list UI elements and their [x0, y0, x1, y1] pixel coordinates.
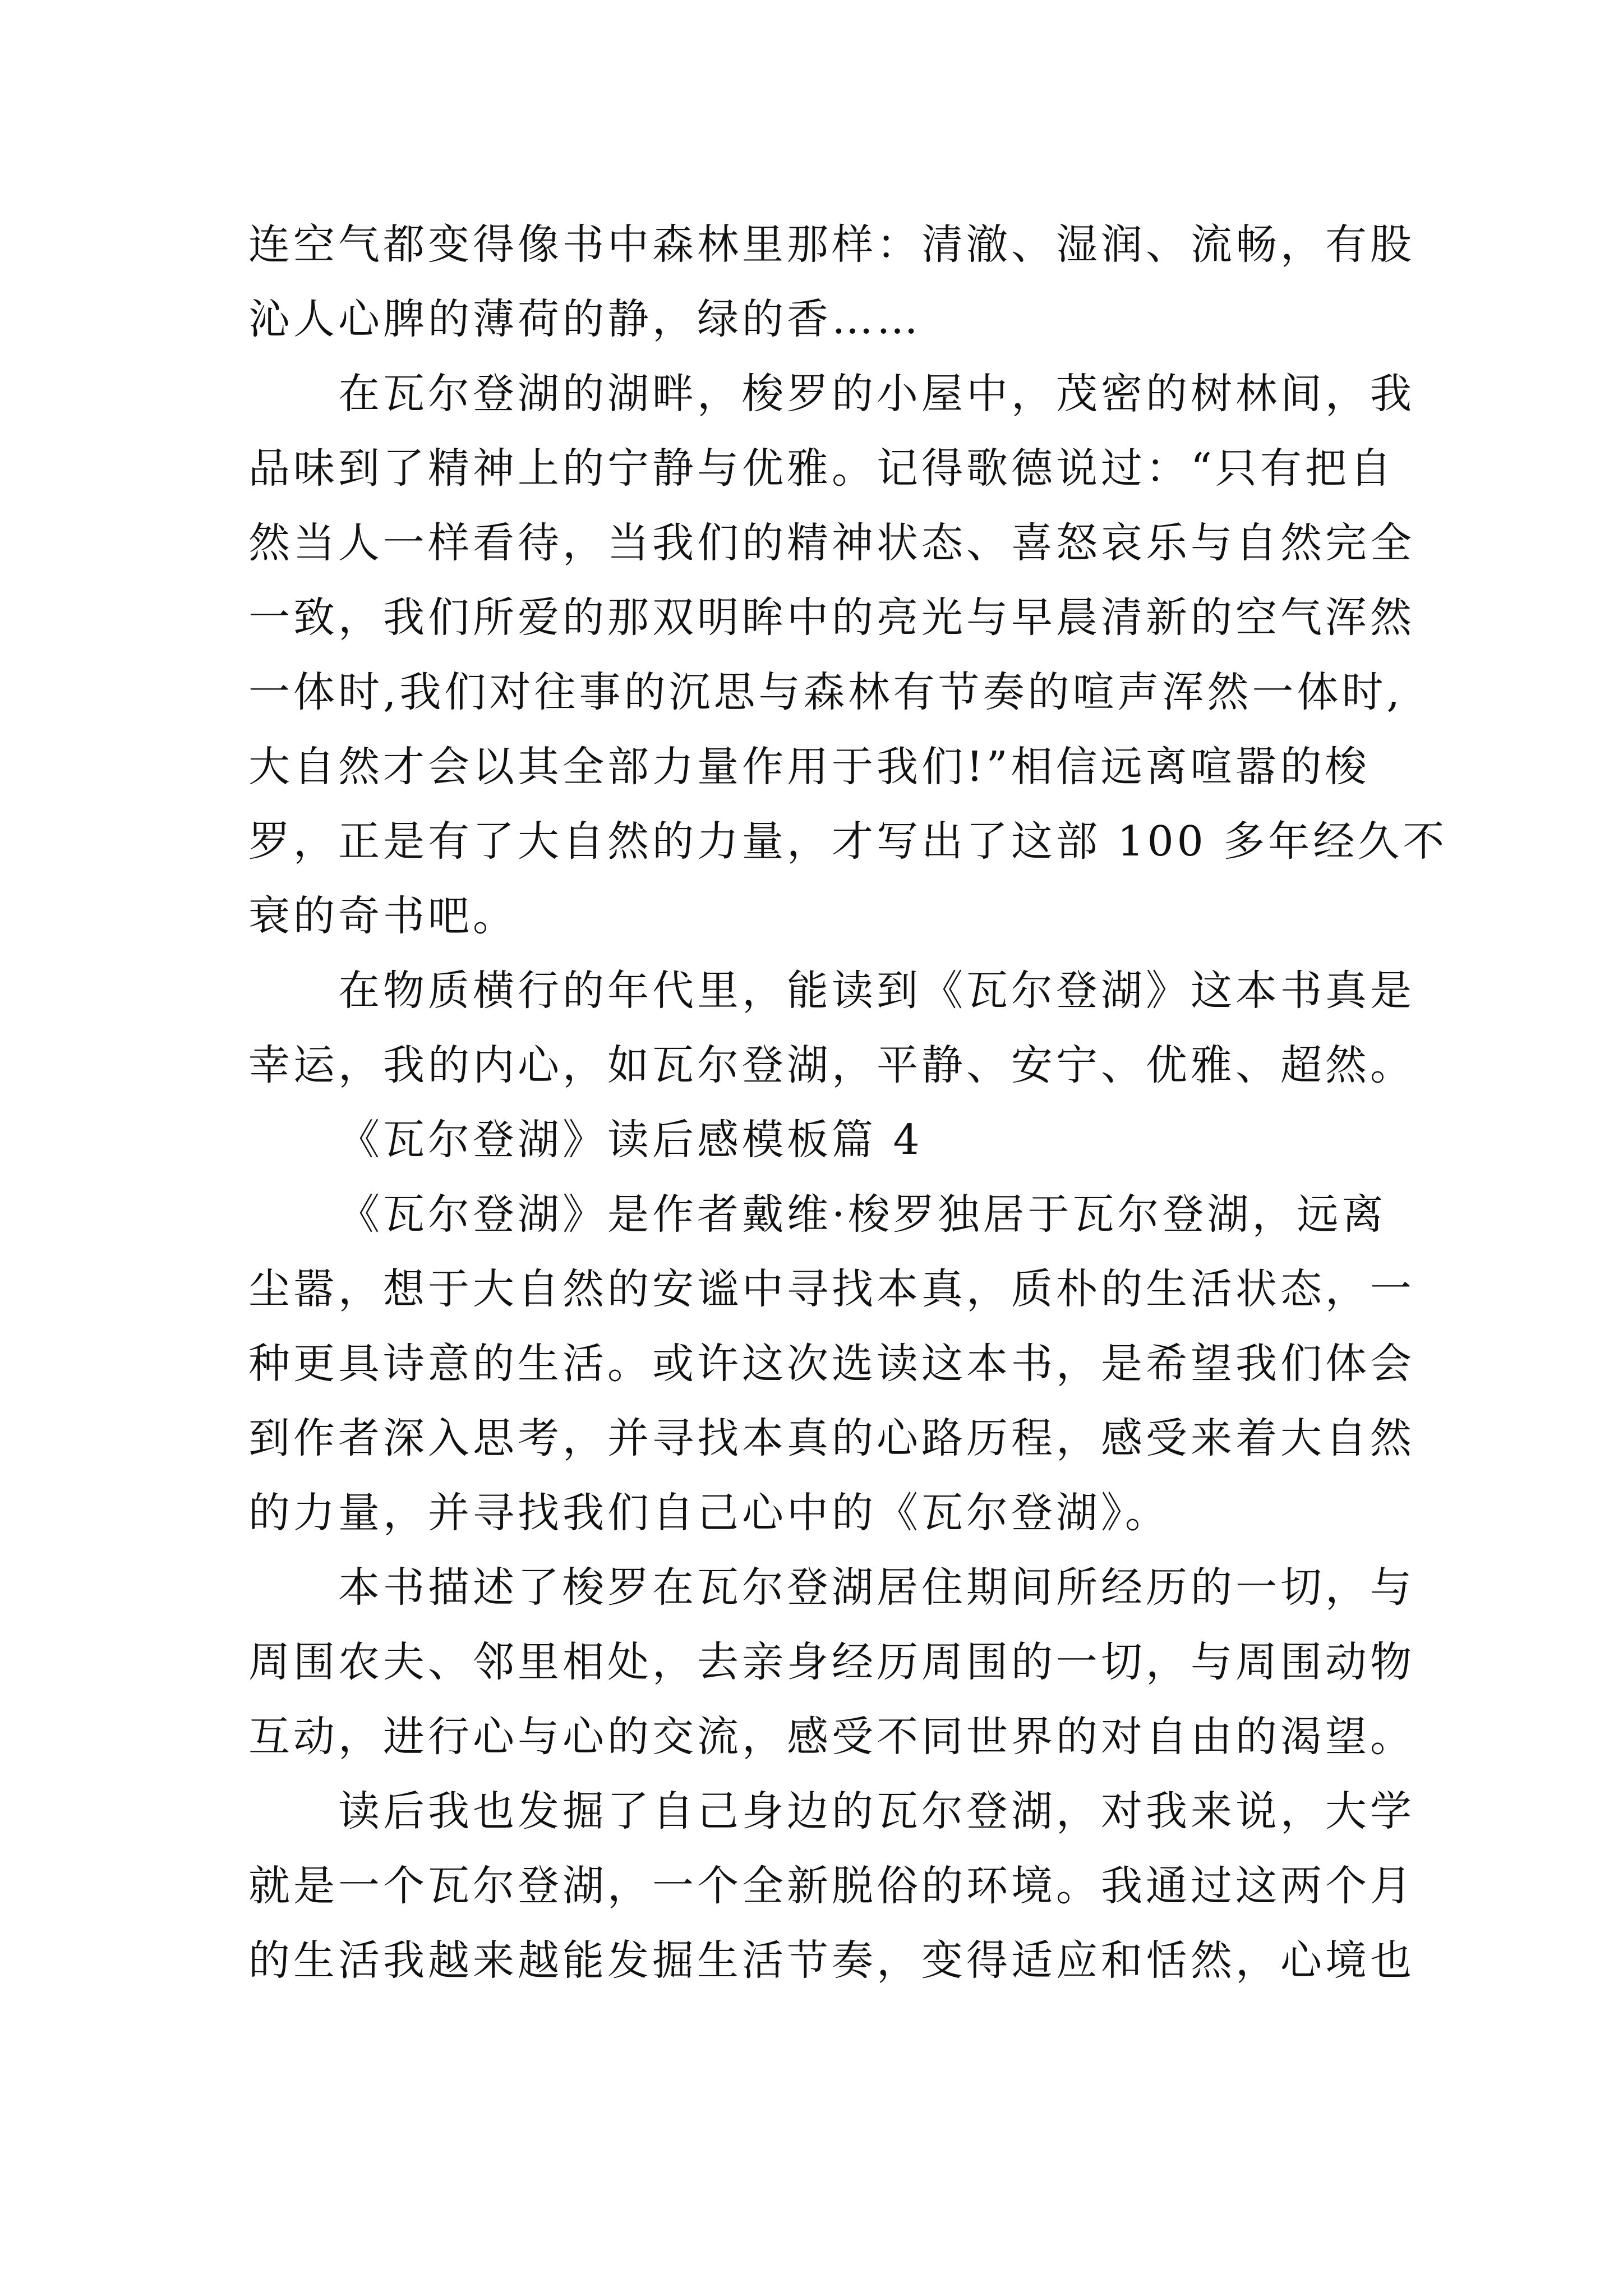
text-line: 沁人心脾的薄荷的静，绿的香……: [248, 295, 921, 343]
paragraph-5: [248, 1550, 1415, 1774]
paragraph-2: [248, 357, 1448, 954]
paragraph-1: [248, 208, 1415, 357]
text-line: 本书描述了梭罗在瓦尔登湖居住期间所经历的一切，与: [338, 1563, 1415, 1612]
section-heading: [248, 1103, 1393, 1177]
text-line: 然当人一样看待，当我们的精神状态、喜怒哀乐与自然完全: [248, 519, 1415, 567]
text-line: 品味到了精神上的宁静与优雅。记得歌德说过：“只有把自: [248, 444, 1395, 493]
text-line: 一体时,我们对往事的沉思与森林有节奏的喧声浑然一体时,: [248, 668, 1404, 716]
text-line: 在物质横行的年代里，能读到《瓦尔登湖》这本书真是: [338, 967, 1415, 1015]
heading-text: 《瓦尔登湖》读后感模板篇 4: [338, 1116, 923, 1164]
paragraph-3: [248, 954, 1415, 1103]
text-line: 衰的奇书吧。: [248, 892, 518, 940]
text-line: 的力量，并寻找我们自己心中的《瓦尔登湖》。: [248, 1489, 1170, 1537]
document-body: [248, 208, 1448, 1998]
text-line: 幸运，我的内心，如瓦尔登湖，平静、安宁、优雅、超然。: [248, 1041, 1415, 1089]
text-line: 互动，进行心与心的交流，感受不同世界的对自由的渴望。: [248, 1713, 1415, 1761]
paragraph-4: [248, 1177, 1415, 1550]
text-line: 大自然才会以其全部力量作用于我们!”相信远离喧嚣的梭: [248, 743, 1370, 791]
paragraph-6: [248, 1774, 1415, 1998]
text-line: 的生活我越来越能发掘生活节奏，变得适应和恬然，心境也: [248, 1936, 1415, 1985]
text-line: 连空气都变得像书中森林里那样：清澈、湿润、流畅，有股: [248, 220, 1415, 269]
text-line: 罗，正是有了大自然的力量，才写出了这部 100 多年经久不: [248, 817, 1448, 866]
text-line: 就是一个瓦尔登湖，一个全新脱俗的环境。我通过这两个月: [248, 1862, 1415, 1910]
text-line: 尘嚣，想于大自然的安谧中寻找本真，质朴的生活状态，一: [248, 1265, 1415, 1313]
text-line: 《瓦尔登湖》是作者戴维·梭罗独居于瓦尔登湖，远离: [338, 1190, 1387, 1239]
text-line: 在瓦尔登湖的湖畔，梭罗的小屋中，茂密的树林间，我: [338, 370, 1415, 418]
text-line: 周围农夫、邻里相处，去亲身经历周围的一切，与周围动物: [248, 1638, 1415, 1686]
text-line: 种更具诗意的生活。或许这次选读这本书，是希望我们体会: [248, 1340, 1415, 1388]
text-line: 读后我也发掘了自己身边的瓦尔登湖，对我来说，大学: [338, 1787, 1415, 1835]
text-line: 到作者深入思考，并寻找本真的心路历程，感受来着大自然: [248, 1414, 1415, 1462]
text-line: 一致，我们所爱的那双明眸中的亮光与早晨清新的空气浑然: [248, 593, 1415, 642]
